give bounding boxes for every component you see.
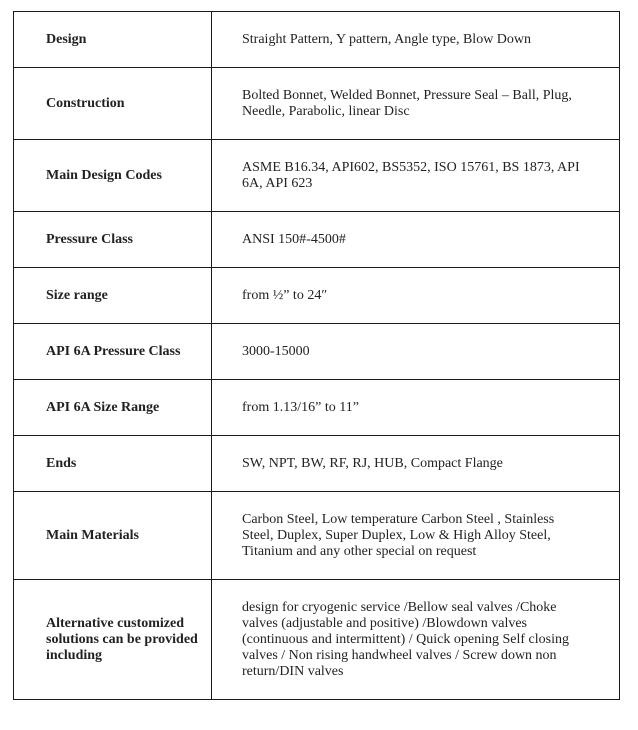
table-row-main-materials — [14, 492, 620, 580]
table-row-design — [14, 12, 620, 68]
table-row-alternative-solutions — [14, 580, 620, 700]
table-row-main-design-codes — [14, 140, 620, 212]
row-value: from ½” to 24″ — [212, 268, 620, 324]
table-row-ends — [14, 436, 620, 492]
table-row-api-6a-pressure-class — [14, 324, 620, 380]
table-row-pressure-class — [14, 212, 620, 268]
row-label: Main Materials — [14, 492, 212, 580]
row-value: from 1.13/16” to 11” — [212, 380, 620, 436]
table-row-size-range — [14, 268, 620, 324]
row-label: Ends — [14, 436, 212, 492]
row-label: Design — [14, 12, 212, 68]
row-value: Carbon Steel, Low temperature Carbon Steel , Stainless Steel, Duplex, Super Duplex, Low & High Alloy Steel, Titanium and any other special on request — [212, 492, 620, 580]
row-value: ANSI 150#-4500# — [212, 212, 620, 268]
row-value: Bolted Bonnet, Welded Bonnet, Pressure Seal – Ball, Plug, Needle, Parabolic, linear Disc — [212, 68, 620, 140]
row-label: Main Design Codes — [14, 140, 212, 212]
row-label: Pressure Class — [14, 212, 212, 268]
row-label: Construction — [14, 68, 212, 140]
row-value: design for cryogenic service /Bellow seal valves /Choke valves (adjustable and positive) /Blowdown valves (continuous and intermittent) / Quick opening Self closing valves / Non rising handwheel valves / Screw down non return/DIN valves — [212, 580, 620, 700]
row-label: Alternative customized solutions can be provided including — [14, 580, 212, 700]
valve-specification-table — [13, 11, 620, 700]
row-value: ASME B16.34, API602, BS5352, ISO 15761, BS 1873, API 6A, API 623 — [212, 140, 620, 212]
table-row-construction — [14, 68, 620, 140]
row-label: API 6A Size Range — [14, 380, 212, 436]
table-row-api-6a-size-range — [14, 380, 620, 436]
row-value: 3000-15000 — [212, 324, 620, 380]
row-value: Straight Pattern, Y pattern, Angle type, Blow Down — [212, 12, 620, 68]
row-label: API 6A Pressure Class — [14, 324, 212, 380]
row-label: Size range — [14, 268, 212, 324]
row-value: SW, NPT, BW, RF, RJ, HUB, Compact Flange — [212, 436, 620, 492]
